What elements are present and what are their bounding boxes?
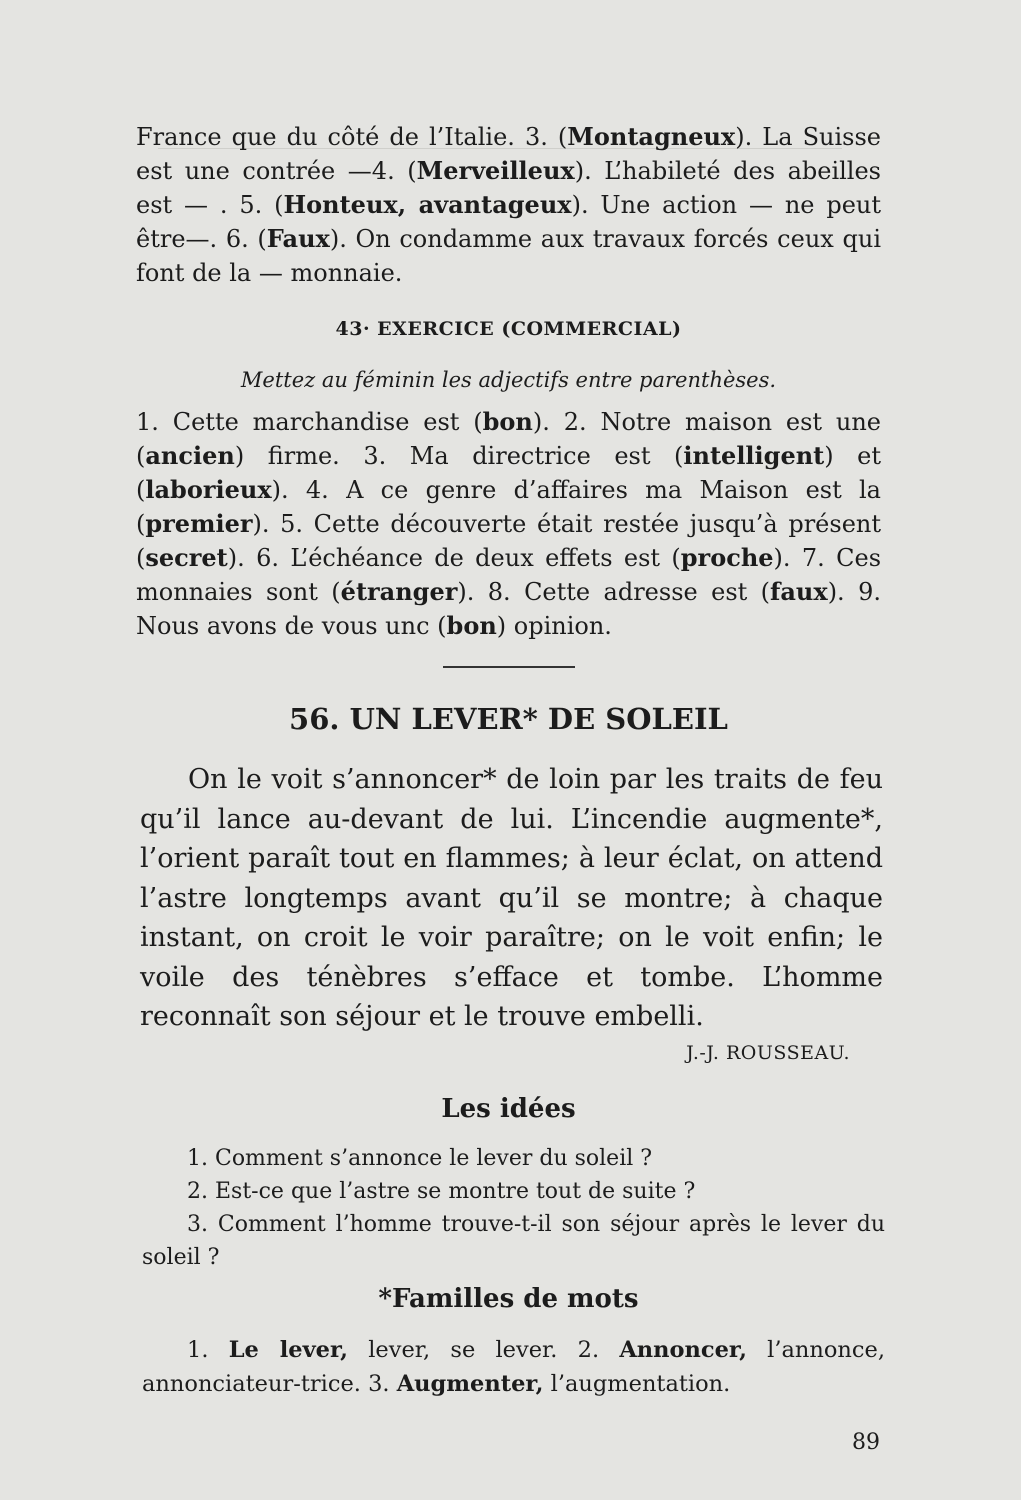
text-run: 1. Cette marchandise est ( (136, 408, 483, 436)
bold-term: ancien (145, 441, 235, 470)
bold-term: secret (145, 543, 228, 572)
word-families-text (142, 1333, 885, 1401)
bold-term: intelligent (683, 441, 825, 470)
text-run: France que du côté de l’Italie. 3. ( (136, 123, 568, 151)
question-item: 2. Est-ce que l’astre se montre tout de suite ? (187, 1179, 696, 1204)
word-families-heading: *Familles de mots (378, 1284, 639, 1314)
passage-text: On le voit s’annoncer* de loin par les traits de feu qu’il lance au-devant de lui. L’incendie augmente*, l’orient paraît tout en flammes; à leur éclat, on attend l’astre longtemps avant qu’il se montre; à chaque instant, on croit le voir paraître; on le voit enfin; le voile des ténèbres s’efface et tombe. L’homme reconnaît son séjour et le trouve embelli. (140, 764, 883, 1032)
bold-term: bon (446, 611, 497, 640)
exercise-43-instruction: Mettez au féminin les adjectifs entre parenthèses. (240, 368, 777, 392)
text-run: ) et ( (136, 442, 881, 504)
question-item: 1. Comment s’annonce le lever du soleil ? (187, 1146, 653, 1171)
exercise-42-continuation (136, 120, 881, 290)
bold-term: laborieux (145, 475, 272, 504)
text-run: ). Une action — ne peut être—. 6. ( (136, 191, 881, 253)
text-run: ). 4. A ce genre d’affaires ma Maison est la ( (136, 476, 881, 538)
bold-term: Honteux, avantageux (283, 190, 572, 219)
bold-term: premier (145, 509, 253, 538)
text-run: ) opinion. (496, 612, 612, 640)
bold-term: Faux (266, 224, 330, 253)
text-run: 1. (187, 1337, 229, 1363)
text-run: ). L’habileté des abeilles est — . 5. ( (136, 157, 881, 219)
text-run: l’augmentation. (543, 1371, 731, 1397)
author-credit: J.-J. ROUSSEAU. (686, 1042, 850, 1064)
bold-term: faux (770, 577, 828, 606)
text-run: ). La Suisse est une contrée —4. ( (136, 123, 881, 185)
bold-term: Merveilleux (416, 156, 575, 185)
bold-term: étranger (340, 577, 458, 606)
text-run: lever, se lever. 2. (348, 1337, 620, 1363)
text-run: ). 7. Ces monnaies sont ( (136, 544, 882, 606)
bold-term: Montagneux (567, 122, 736, 151)
text-run: ). 9. Nous avons de vous unc ( (136, 578, 881, 640)
page-number: 89 (852, 1430, 880, 1455)
exercise-43-title: 43· EXERCICE (COMMERCIAL) (335, 318, 682, 340)
bold-term: Le lever, (228, 1337, 349, 1363)
ideas-questions (142, 1142, 885, 1274)
text-run: ). On condamme aux travaux forcés ceux qui font de la — monnaie. (136, 225, 882, 287)
lesson-title: 56. UN LEVER* DE SOLEIL (289, 702, 728, 736)
text-run: ). 6. L’échéance de deux effets est ( (227, 544, 681, 572)
bold-term: bon (482, 407, 533, 436)
text-run: l’annonce, annonciateur-trice. 3. (142, 1337, 885, 1397)
lesson-passage (140, 760, 883, 1037)
text-run: ). 8. Cette adresse est ( (457, 578, 771, 606)
question-item: 3. Comment l’homme trouve-t-il son séjour après le lever du soleil ? (142, 1212, 885, 1270)
exercise-43-sentences (136, 405, 881, 643)
text-run: ) firme. 3. Ma directrice est ( (234, 442, 684, 470)
bold-term: Augmenter, (396, 1371, 544, 1397)
bold-term: proche (680, 543, 774, 572)
text-run: ). 5. Cette découverte était restée jusqu’à présent ( (136, 510, 881, 572)
bold-term: Annoncer, (619, 1337, 747, 1363)
section-divider (443, 666, 575, 668)
text-run: ). 2. Notre maison est une ( (136, 408, 881, 470)
ideas-heading: Les idées (441, 1094, 576, 1124)
